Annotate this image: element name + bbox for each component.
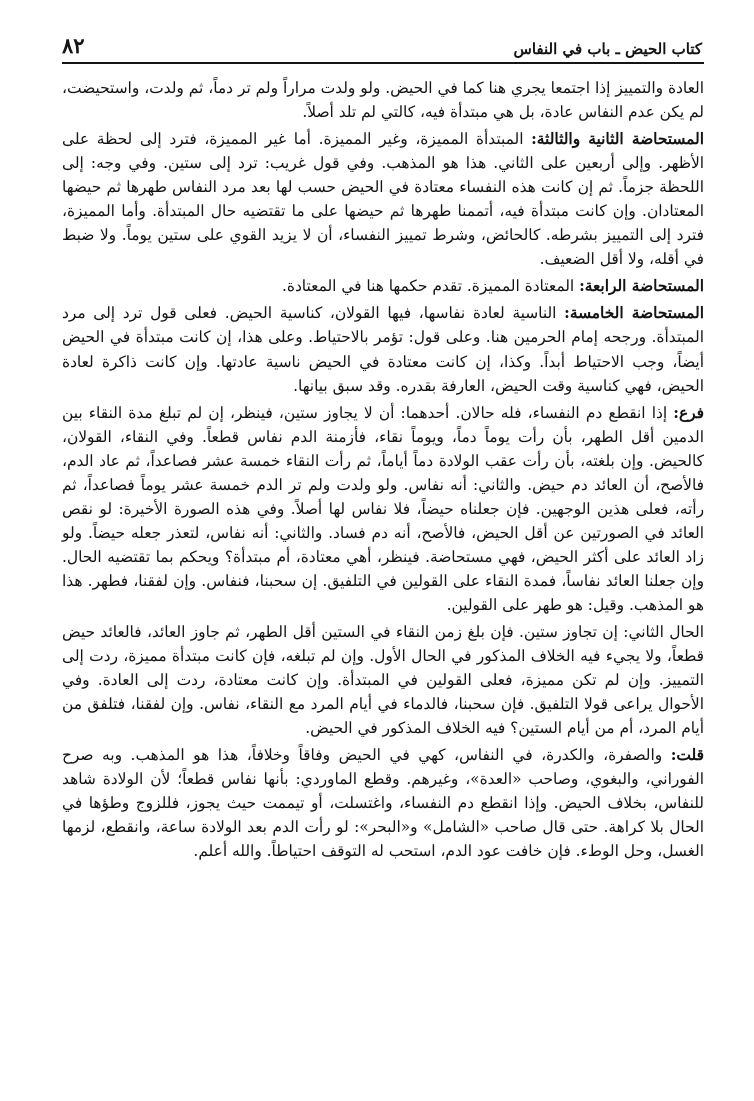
page-body bbox=[62, 76, 704, 864]
paragraph-text: الحال الثاني: إن تجاوز ستين. فإن بلغ زمن النقاء في الستين أقل الطهر، ثم جاوز العائد، فالعائد حيض قطعاً، ولا يجيء فيه الخلاف المذكور في الحال الأول. وإن لم تبلغه، فإن كانت مبتدأة مميزة، ردت إلى التمييز. وإن لم تكن مميزة، فعلى القولين في المبتدأة. وإن كانت معتادة، ردت إلى العادة. وفي الأحوال يراعى قولا التلفيق. فإن سحبنا، فالدماء في أيام المرد مع النقاء، نفاس. وإن لفقنا، فتلفق من أيام المرد، أم من أيام الستين؟ فيه الخلاف المذكور في الحيض. bbox=[62, 623, 704, 738]
paragraph-text: الناسية لعادة نفاسها، فيها القولان، كناسية الحيض. فعلى قول ترد إلى مرد المبتدأة. ورجحه إمام الحرمين هنا. وعلى قول: تؤمر بالاحتياط. وعلى هذا، إن كانت مبتدأة في الحيض أيضاً، وجب الاحتياط أبداً. وكذا، إن كانت معتادة في الحيض ناسية عادتها. وإن كانت ذاكرة لعادة الحيض، فهي كناسية وقت الحيض، العارفة بقدره. وقد سبق بيانها. bbox=[62, 304, 704, 395]
paragraph-text: المبتدأة المميزة، وغير المميزة. أما غير المميزة، فترد إلى لحظة على الأظهر. وإلى أربعين على الثاني. هذا هو المذهب. وفي قول غريب: ترد إلى ستين. وفي وجه: إلى اللحظة جزماً. ثم إن كانت هذه النفساء معتادة في الحيض حسب لها بعد مرد النفاس طهرها ثم حيضها المعتادان. وإن كانت مبتدأة فيه، أتممنا طهرها ثم حيضها على ما تقتضيه حال المبتدأة. وأما المميزة، فترد إلى التمييز بشرطه. كالحائض، وشرط تمييز النفساء، أن لا يزيد القوي على ستين يوماً. ولا ضبط في أقله، ولا أقل الضعيف. bbox=[62, 130, 704, 269]
paragraph-text: المعتادة المميزة. تقدم حكمها هنا في المعتادة. bbox=[282, 277, 580, 296]
paragraph bbox=[62, 743, 704, 863]
paragraph-lead: المستحاضة الخامسة: bbox=[564, 304, 704, 323]
paragraph-lead: المستحاضة الثانية والثالثة: bbox=[531, 130, 705, 149]
paragraph-text: إذا انقطع دم النفساء، فله حالان. أحدهما: أن لا يجاوز ستين، فينظر، إن لم تبلغ مدة النقاء بين الدمين أقل الطهر، بأن رأت يوماً دماً، ويوماً نقاء، فأزمنة الدم نفاس قطعاً. وفي النقاء، القولان، كالحيض. وإن بلغته، بأن رأت عقب الولادة دماً أياماً، ثم رأت النقاء خمسة عشر فصاعداً، ثم عاد الدم، فالأصح، أن العائد دم حيض. والثاني: أنه نفاس. ولو ولدت ولم تر الدم خمسة عشر يوماً فصاعداً، ثم رأته، فعلى هذين الوجهين. فإن جعلناه حيضاً، فلا نفاس لها أصلاً. وفي هذه الصورة الأخيرة: لو نقص العائد في الصورتين عن أقل الحيض، فالأصح، أنه دم فساد. والثاني: أنه نفاس، لتعذر جعله حيضاً. ولو زاد العائد على أكثر الحيض، فهي مستحاضة. فينظر، أهي معتادة، أم مبتدأة؟ ويحكم بما تقتضيه الحال. وإن جعلنا العائد نفاساً، فمدة النقاء على القولين في التلفيق. إن سحبنا، فنفاس. وإن لفقنا، فطهر. هذا هو المذهب. وقيل: هو طهر على القولين. bbox=[62, 403, 704, 614]
running-title: كتاب الحيض ـ باب في النفاس bbox=[513, 40, 702, 58]
paragraph-lead: فرع: bbox=[673, 403, 704, 422]
paragraph bbox=[62, 76, 704, 124]
paragraph-text: العادة والتمييز إذا اجتمعا يجري هنا كما في الحيض. ولو ولدت مراراً ولم تر دماً، ثم ولدت، واستحيضت، لم يكن عدم النفاس عادة، بل هي مبتدأة فيه، كالتي لم تلد أصلاً. bbox=[62, 79, 704, 122]
paragraph-lead: المستحاضة الرابعة: bbox=[579, 277, 704, 296]
paragraph-lead: قلت: bbox=[670, 746, 704, 765]
paragraph bbox=[62, 620, 704, 740]
paragraph bbox=[62, 401, 704, 617]
header-rule bbox=[62, 62, 704, 64]
paragraph bbox=[62, 127, 704, 271]
page-header bbox=[62, 32, 704, 62]
paragraph bbox=[62, 274, 704, 298]
paragraph bbox=[62, 301, 704, 397]
page-number: ٨٢ bbox=[62, 33, 85, 58]
paragraph-text: والصفرة، والكدرة، في النفاس، كهي في الحيض وفاقاً وخلافاً، هذا هو المذهب. وبه صرح الفوراني، والبغوي، وصاحب «العدة»، وغيرهم. وقطع الماوردي: بأنها نفاس قطعاً؛ لأن الولادة شاهد للنفاس، بخلاف الحيض. وإذا انقطع دم النفساء، واغتسلت، أو تيممت حيث يجوز، فللزوج وطؤها في الحال بلا كراهة. حتى قال صاحب «الشامل» و«البحر»: لو رأت الدم بعد الولادة ساعة، وانقطع، لزمها الغسل، وحل الوطء. فإن خافت عود الدم، استحب له التوقف احتياطاً. والله أعلم. bbox=[62, 746, 704, 861]
